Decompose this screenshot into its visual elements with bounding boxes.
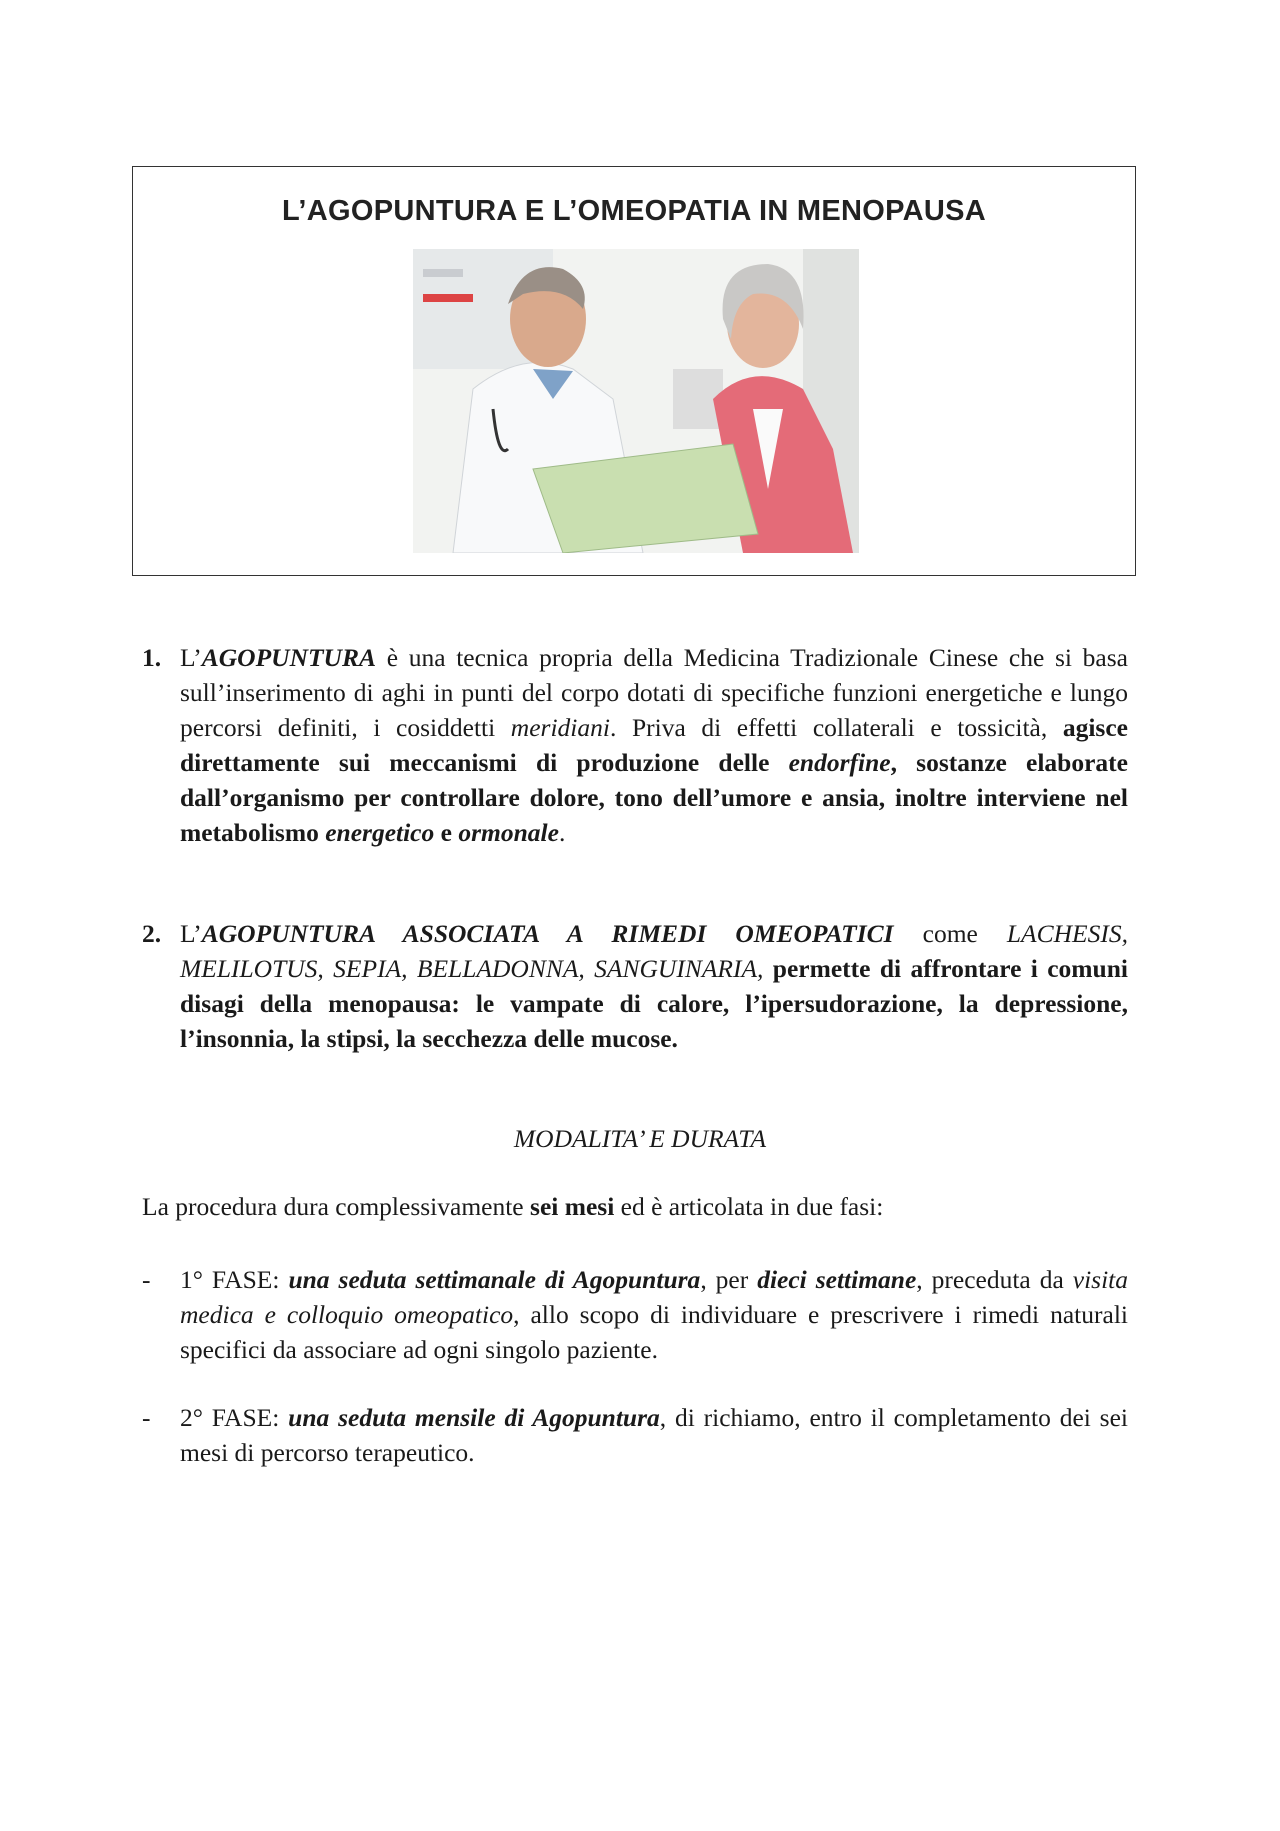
bullet-dash: - <box>142 1265 151 1294</box>
text: L’ <box>180 643 202 672</box>
intro-paragraph <box>142 1192 883 1222</box>
document-title: L’AGOPUNTURA E L’OMEOPATIA IN MENOPAUSA <box>282 195 986 227</box>
text: 1° FASE: <box>180 1265 289 1294</box>
list-item-2 <box>142 916 1128 1056</box>
list-number: 2. <box>142 919 162 948</box>
text: ormonale <box>458 818 559 847</box>
text: LACHESIS, MELILOTUS, SEPIA, BELLADONNA, SANGUINARIA, <box>180 919 1128 983</box>
text: sei mesi <box>530 1192 615 1221</box>
section-heading: MODALITA’ E DURATA <box>513 1124 767 1153</box>
text: come <box>893 919 1007 948</box>
text: , sostanze elaborate dall’organismo per controllare dolore, tono dell’umore e ansia, inoltre interviene nel metabolismo <box>180 748 1128 847</box>
text: permette di affrontare i comuni disagi della menopausa: le vampate di calore, l’ipersudorazione, la depressione, l’insonnia, la stipsi, la secchezza delle mucose. <box>180 954 1128 1053</box>
text: 2° FASE: <box>180 1403 289 1432</box>
list-number: 1. <box>142 643 162 672</box>
text: , preceduta da <box>916 1265 1073 1294</box>
doctor-patient-photo <box>413 249 859 553</box>
text: meridiani <box>510 713 610 742</box>
list-item-1 <box>142 640 1128 850</box>
text: AGOPUNTURA ASSOCIATA A RIMEDI OMEOPATICI <box>201 919 894 948</box>
text: , di richiamo, entro il completamento dei sei mesi di percorso terapeutico. <box>180 1403 1129 1467</box>
text: . Priva di effetti collaterali e tossicità, <box>609 713 1063 742</box>
text: dieci settimane <box>757 1265 917 1294</box>
phase-2 <box>142 1400 1129 1470</box>
text: . <box>558 818 566 847</box>
title-box <box>132 166 1136 576</box>
text: , per <box>700 1265 758 1294</box>
text: una seduta settimanale di Agopuntura <box>288 1265 701 1294</box>
text: La procedura dura complessivamente <box>142 1192 531 1221</box>
text: una seduta mensile di Agopuntura <box>288 1403 660 1432</box>
text: energetico <box>325 818 435 847</box>
text: ed è articolata in due fasi: <box>614 1192 884 1221</box>
phase-1 <box>142 1262 1128 1367</box>
text: , allo scopo di individuare e prescrivere i rimedi naturali specifici da associare ad ogni singolo paziente. <box>180 1300 1128 1364</box>
text: è una tecnica propria della Medicina Tradizionale Cinese che si basa sull’inserimento di aghi in punti del corpo dotati di specifiche funzioni energetiche e lungo percorsi definiti, i cosiddetti <box>180 643 1128 742</box>
text: e <box>434 818 459 847</box>
text: visita medica e colloquio omeopatico <box>180 1265 1128 1329</box>
text: AGOPUNTURA <box>201 643 376 672</box>
text: agisce direttamente sui meccanismi di produzione delle <box>180 713 1128 777</box>
bullet-dash: - <box>142 1403 151 1432</box>
text: L’ <box>180 919 202 948</box>
text: endorfine <box>788 748 891 777</box>
